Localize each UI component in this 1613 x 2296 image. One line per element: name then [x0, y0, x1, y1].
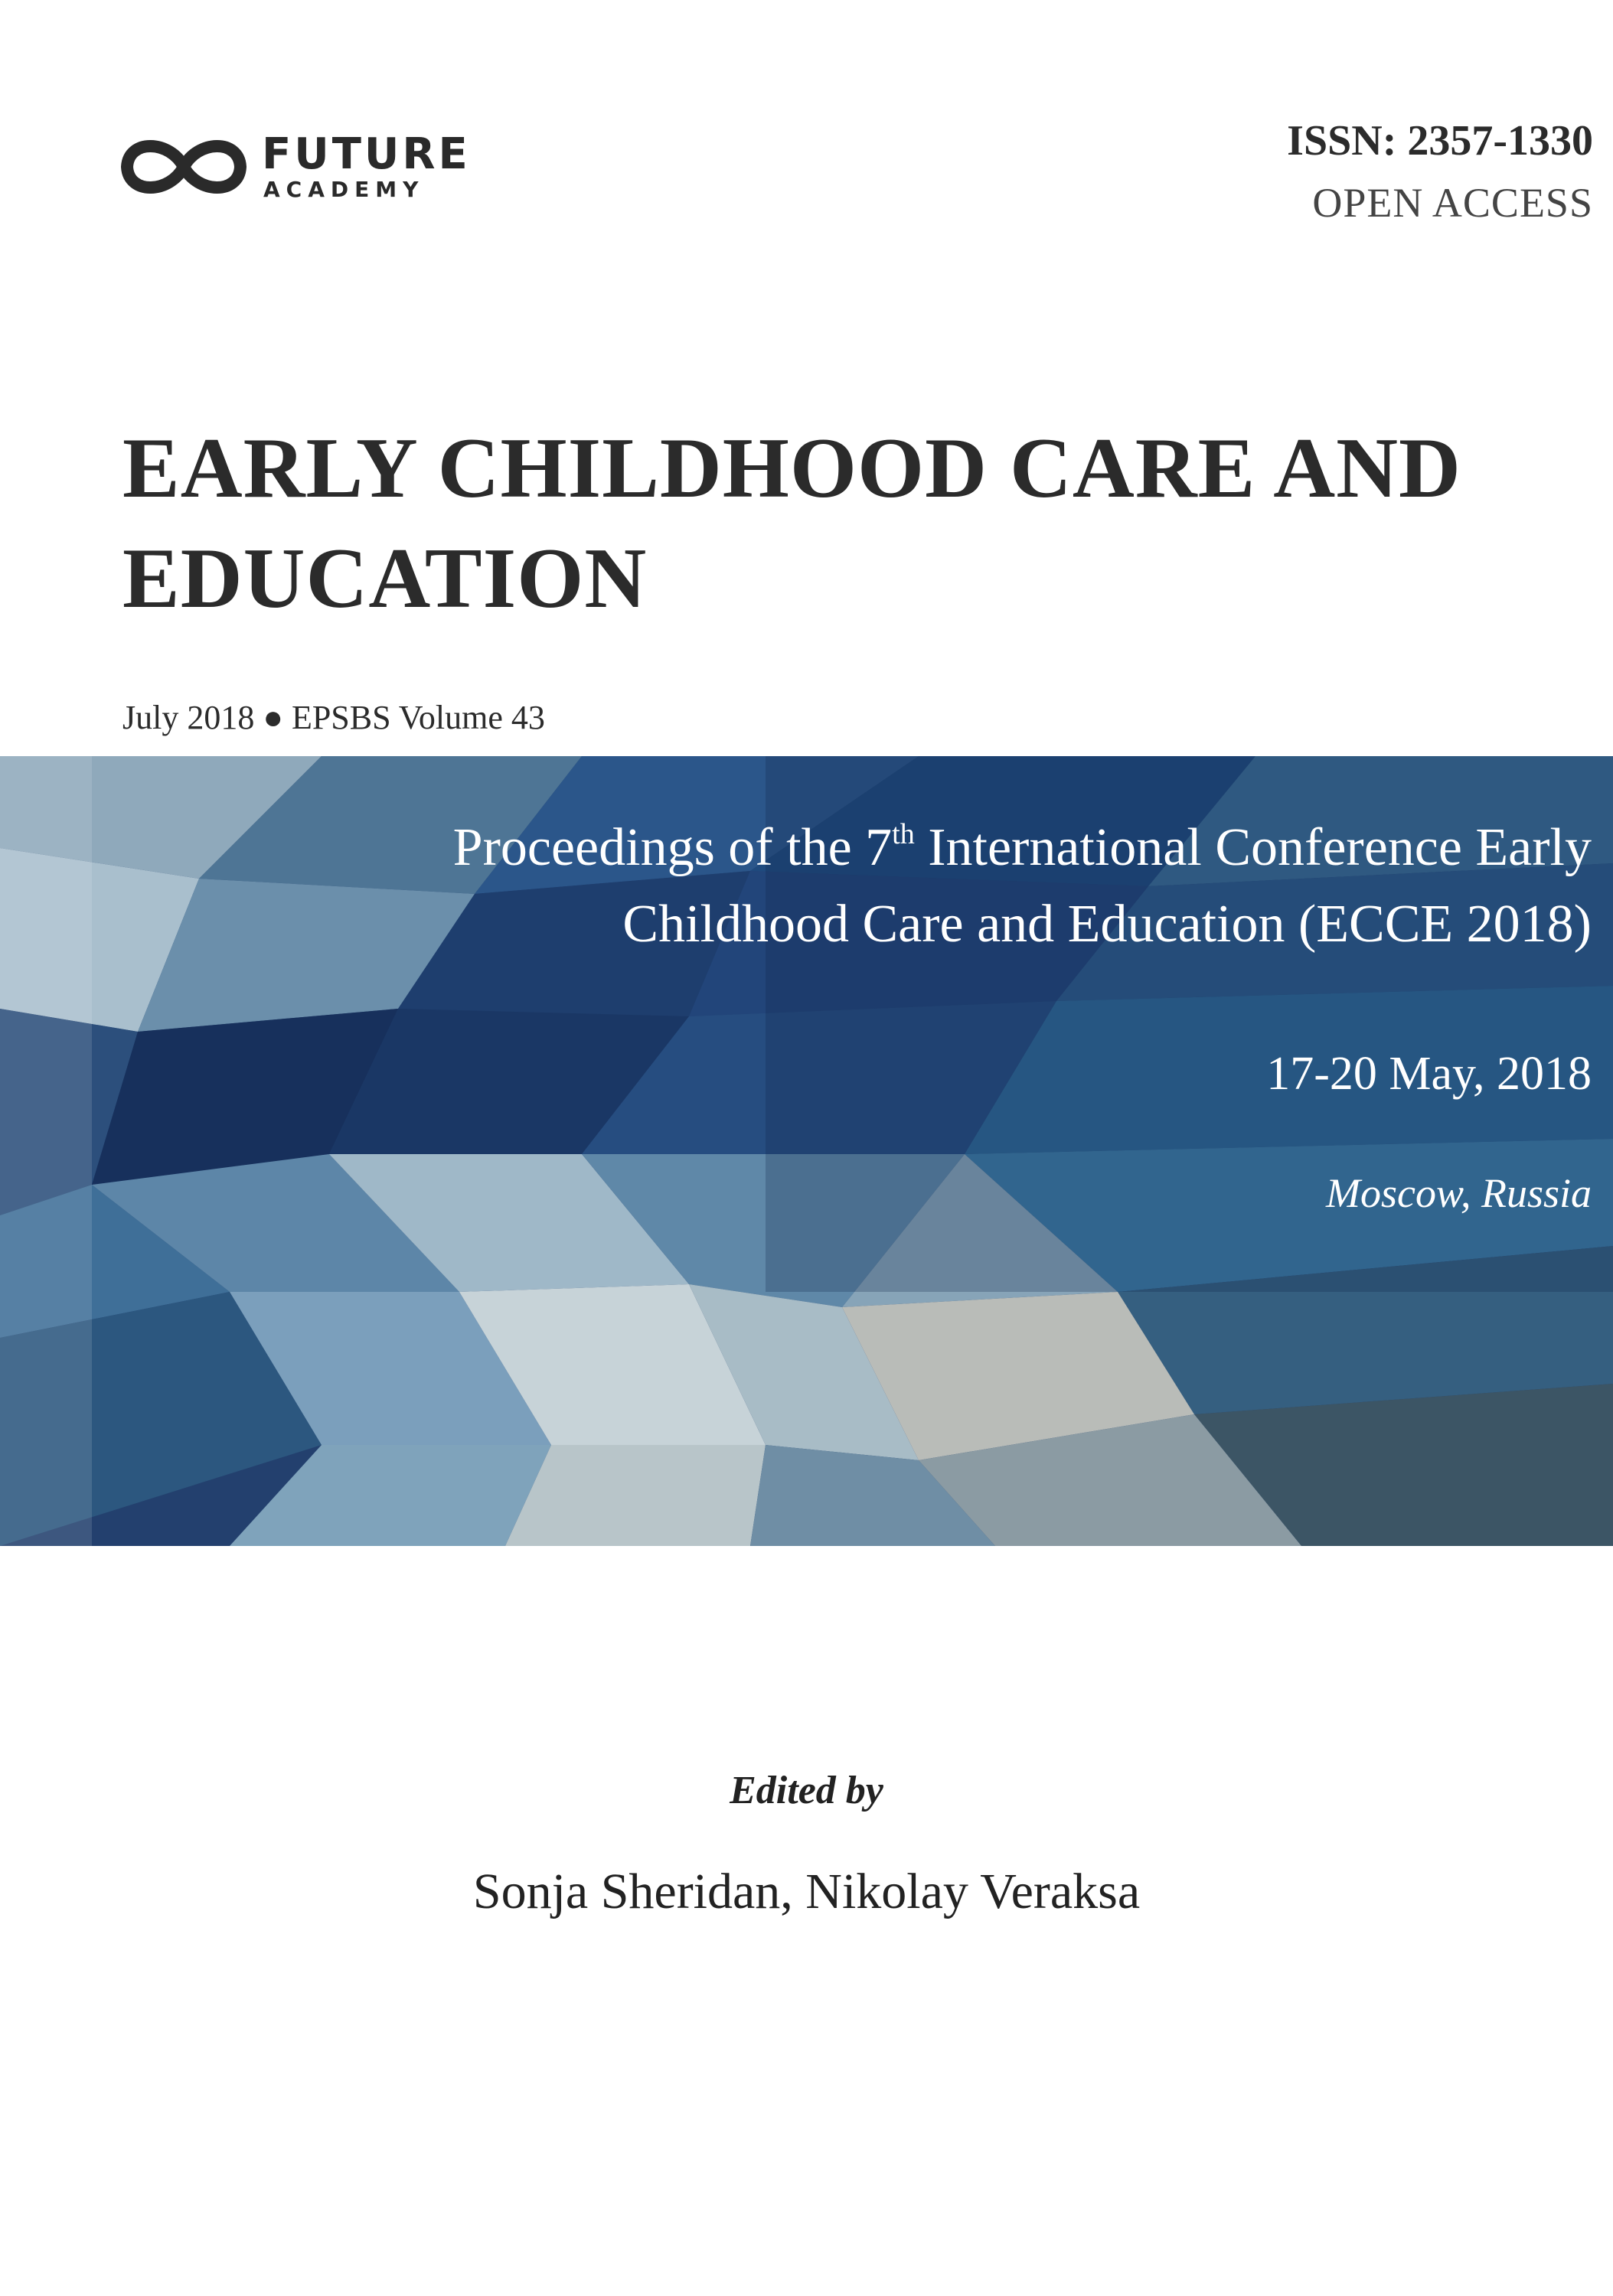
- editor-names: Sonja Sheridan, Nikolay Veraksa: [472, 1864, 1141, 1919]
- conference-dates: 17-20 May, 2018: [1266, 1048, 1592, 1100]
- bullet-separator: ●: [263, 699, 292, 736]
- open-access-label: OPEN ACCESS: [1312, 180, 1593, 226]
- issue-line: [122, 698, 545, 737]
- issue-volume: EPSBS Volume 43: [291, 699, 545, 736]
- edited-by-label: Edited by: [730, 1769, 883, 1812]
- title-line-2: EDUCATION: [122, 531, 648, 626]
- publisher-logo: [116, 113, 499, 220]
- ordinal-suffix: th: [892, 818, 915, 850]
- logo-line-academy: ACADEMY: [263, 177, 425, 202]
- proceedings-line-2: Childhood Care and Education (ECCE 2018): [622, 895, 1592, 954]
- issue-date: July 2018: [122, 699, 255, 736]
- proceedings-line-1: Proceedings of the 7th International Conference Early: [452, 818, 1592, 877]
- logo-wordmark: [262, 129, 471, 202]
- logo-line-future: FUTURE: [262, 129, 471, 179]
- issn-number: ISSN: 2357-1330: [1287, 117, 1593, 165]
- cover-banner: [0, 756, 1613, 1546]
- conference-location: Moscow, Russia: [1326, 1170, 1592, 1216]
- title-line-1: EARLY CHILDHOOD CARE AND: [122, 421, 1461, 516]
- book-title: [122, 413, 1577, 634]
- infinity-icon: [116, 132, 251, 201]
